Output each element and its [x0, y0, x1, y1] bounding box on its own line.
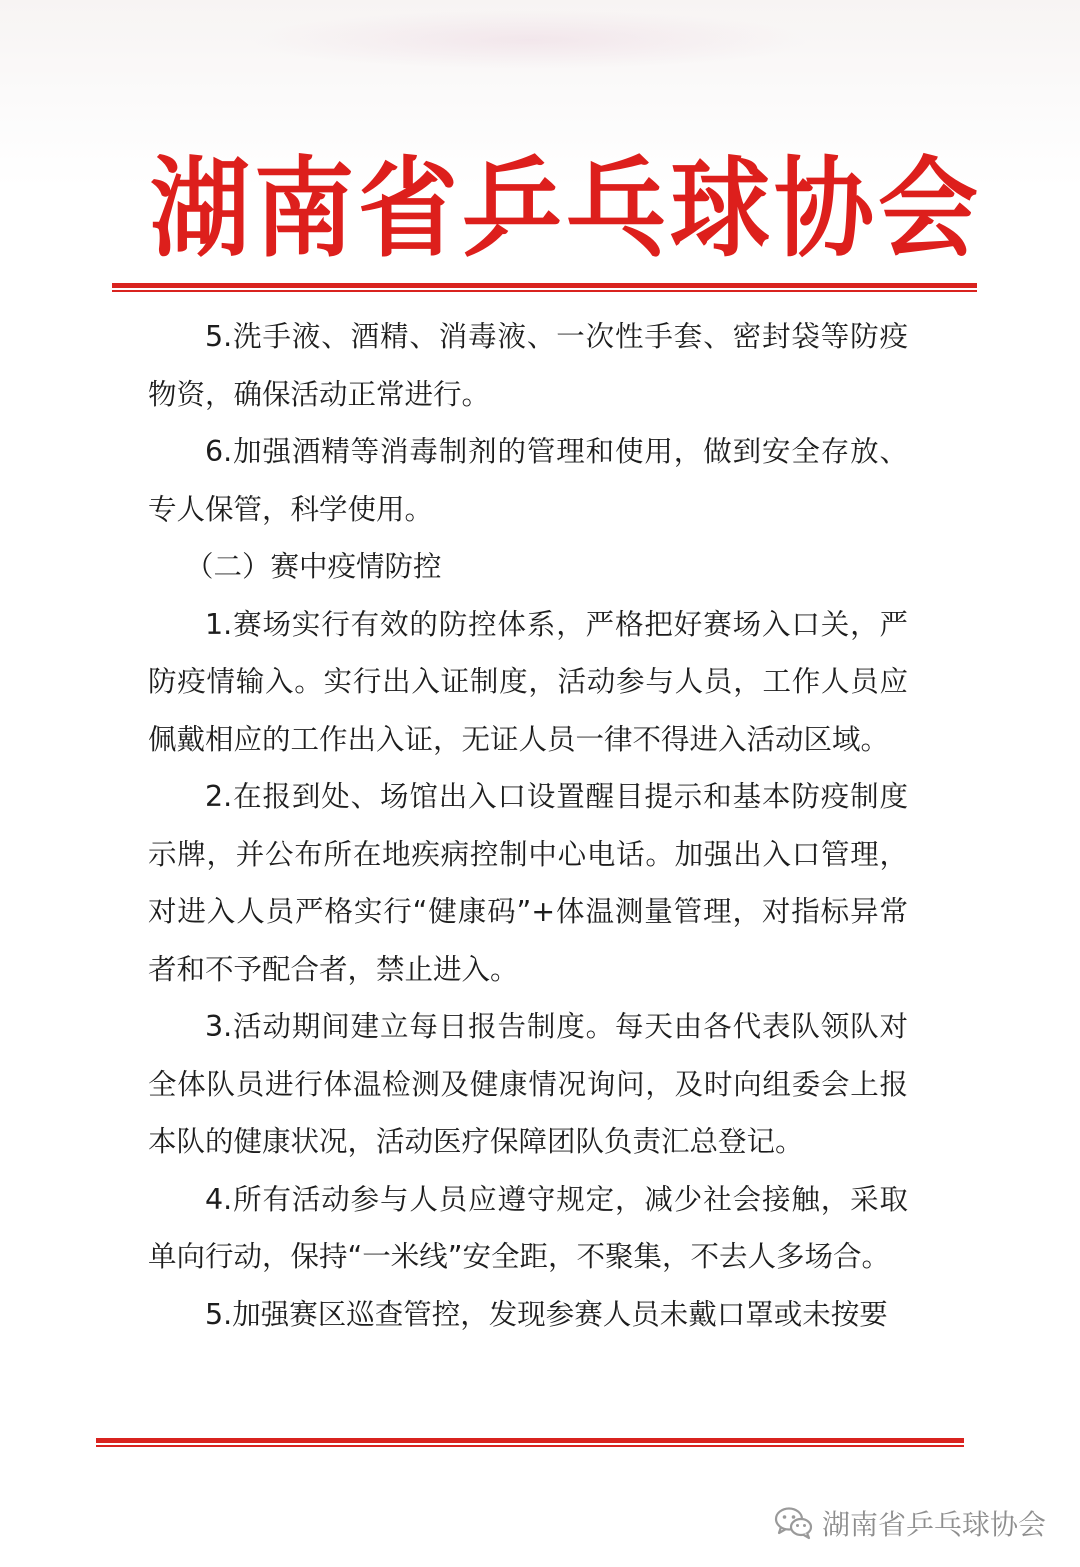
paragraph-item-3-daily-report: 3.活动期间建立每日报告制度。每天由各代表队领队对全体队员进行体温检测及健康情况询问，及时向组委会上报本队的健康状况，活动医疗保障团队负责汇总登记。	[148, 1010, 908, 1158]
footer-rule-thin	[96, 1445, 964, 1447]
paragraph-item-6-disinfectant: 6.加强酒精等消毒制剂的管理和使用，做到安全存放、专人保管，科学使用。	[148, 435, 908, 526]
letterhead-title: 湖南省乒乓球协会	[150, 144, 982, 272]
paragraph-item-2-signage: 2.在报到处、场馆出入口设置醒目提示和基本防疫制度示牌，并公布所在地疾病控制中心电话。加强出入口管理，对进入人员严格实行“健康码”+体温测量管理，对指标异常者和不予配合者，禁止进入。	[148, 780, 908, 986]
wechat-watermark	[774, 1501, 1046, 1545]
letterhead-rule-thick	[112, 283, 977, 288]
paragraph-item-4-distancing: 4.所有活动参与人员应遵守规定，减少社会接触，采取单向行动，保持“一米线”安全距，不聚集，不去人多场合。	[148, 1182, 908, 1273]
watermark-account-name: 湖南省乒乓球协会	[821, 1508, 1046, 1541]
letterhead-rule-thin	[112, 290, 977, 292]
wechat-icon	[774, 1506, 814, 1540]
scan-tint	[250, 10, 810, 70]
paragraph-item-5-patrol: 5.加强赛区巡查管控，发现参赛人员未戴口罩或未按要	[205, 1297, 888, 1331]
paragraph-item-1-entry-control: 1.赛场实行有效的防控体系，严格把好赛场入口关，严防疫情输入。实行出入证制度，活动参与人员，工作人员应佩戴相应的工作出入证，无证人员一律不得进入活动区域。	[148, 607, 908, 756]
paragraph-item-5-supplies: 5.洗手液、酒精、消毒液、一次性手套、密封袋等防疫物资，确保活动正常进行。	[148, 320, 908, 411]
footer-rule-thick	[96, 1438, 964, 1443]
section-heading: （二）赛中疫情防控	[185, 550, 442, 583]
document-body	[148, 308, 908, 1343]
